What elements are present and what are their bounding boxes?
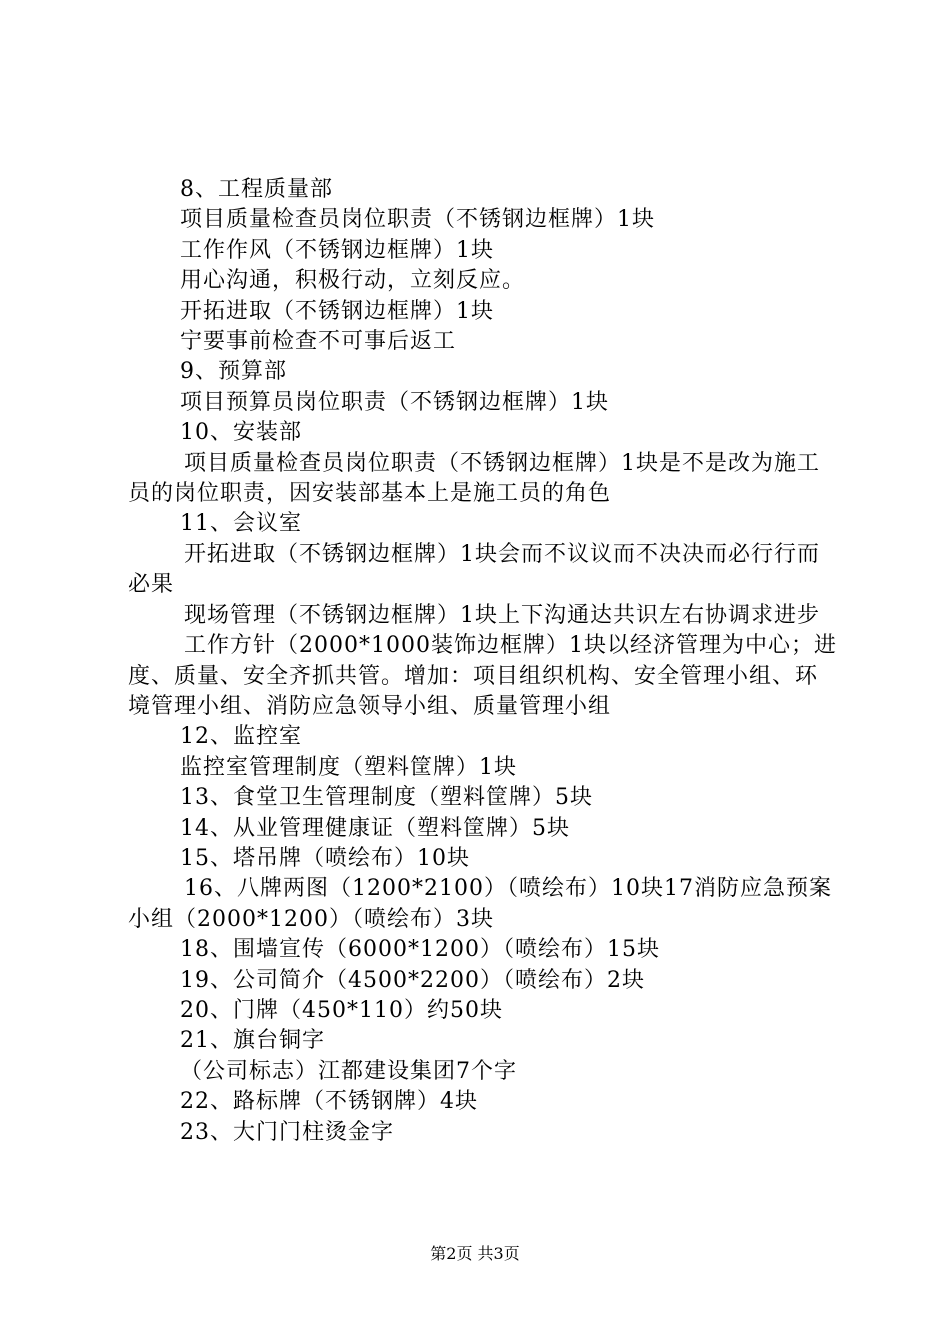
document-body — [128, 175, 840, 1148]
list-item: （公司标志）江都建设集团7个字 — [180, 1058, 517, 1084]
list-item: 现场管理（不锈钢边框牌）1块上下沟通达共识左右协调求进步 — [184, 602, 820, 628]
section-heading-budget-dept: 9、预算部 — [180, 359, 287, 385]
list-item: 开拓进取（不锈钢边框牌）1块 — [180, 298, 494, 324]
list-item: 工作方针（2000*1000装饰边框牌）1块以经济管理为中心；进度、质量、安全齐抓共管。增加：项目组织机构、安全管理小组、环境管理小组、消防应急领导小组、质量管理小组 — [128, 633, 837, 719]
page-footer: 第2页 共3页 — [430, 1244, 520, 1263]
list-item: 项目预算员岗位职责（不锈钢边框牌）1块 — [180, 389, 609, 415]
list-item: 13、食堂卫生管理制度（塑料筐牌）5块 — [180, 785, 593, 811]
list-item: 宁要事前检查不可事后返工 — [180, 329, 457, 355]
section-heading-meeting-room: 11、会议室 — [180, 511, 302, 537]
list-item: 19、公司简介（4500*2200）（喷绘布）2块 — [180, 967, 645, 993]
list-item: 22、路标牌（不锈钢牌）4块 — [180, 1089, 478, 1115]
list-item: 18、围墙宣传（6000*1200）（喷绘布）15块 — [180, 937, 660, 963]
list-item: 监控室管理制度（塑料筐牌）1块 — [180, 754, 517, 780]
list-item: 工作作风（不锈钢边框牌）1块 — [180, 237, 494, 263]
list-item: 项目质量检查员岗位职责（不锈钢边框牌）1块 — [180, 207, 655, 233]
list-item: 21、旗台铜字 — [180, 1028, 325, 1054]
list-item: 开拓进取（不锈钢边框牌）1块会而不议议而不决决而必行行而必果 — [128, 541, 820, 598]
section-heading-install-dept: 10、安装部 — [180, 420, 302, 446]
section-heading-quality-dept: 8、工程质量部 — [180, 177, 333, 202]
list-item: 14、从业管理健康证（塑料筐牌）5块 — [180, 815, 570, 841]
section-heading-monitor-room: 12、监控室 — [180, 724, 302, 750]
list-item: 项目质量检查员岗位职责（不锈钢边框牌）1块是不是改为施工员的岗位职责，因安装部基本上是施工员的角色 — [128, 450, 820, 507]
list-item: 用心沟通，积极行动，立刻反应。 — [180, 268, 526, 294]
list-item: 20、门牌（450*110）约50块 — [180, 997, 503, 1023]
list-item: 15、塔吊牌（喷绘布）10块 — [180, 845, 470, 871]
list-item: 16、八牌两图（1200*2100）（喷绘布）10块17消防应急预案小组（2000*1200）（喷绘布）3块 — [128, 876, 832, 932]
list-item: 23、大门门柱烫金字 — [180, 1119, 394, 1145]
